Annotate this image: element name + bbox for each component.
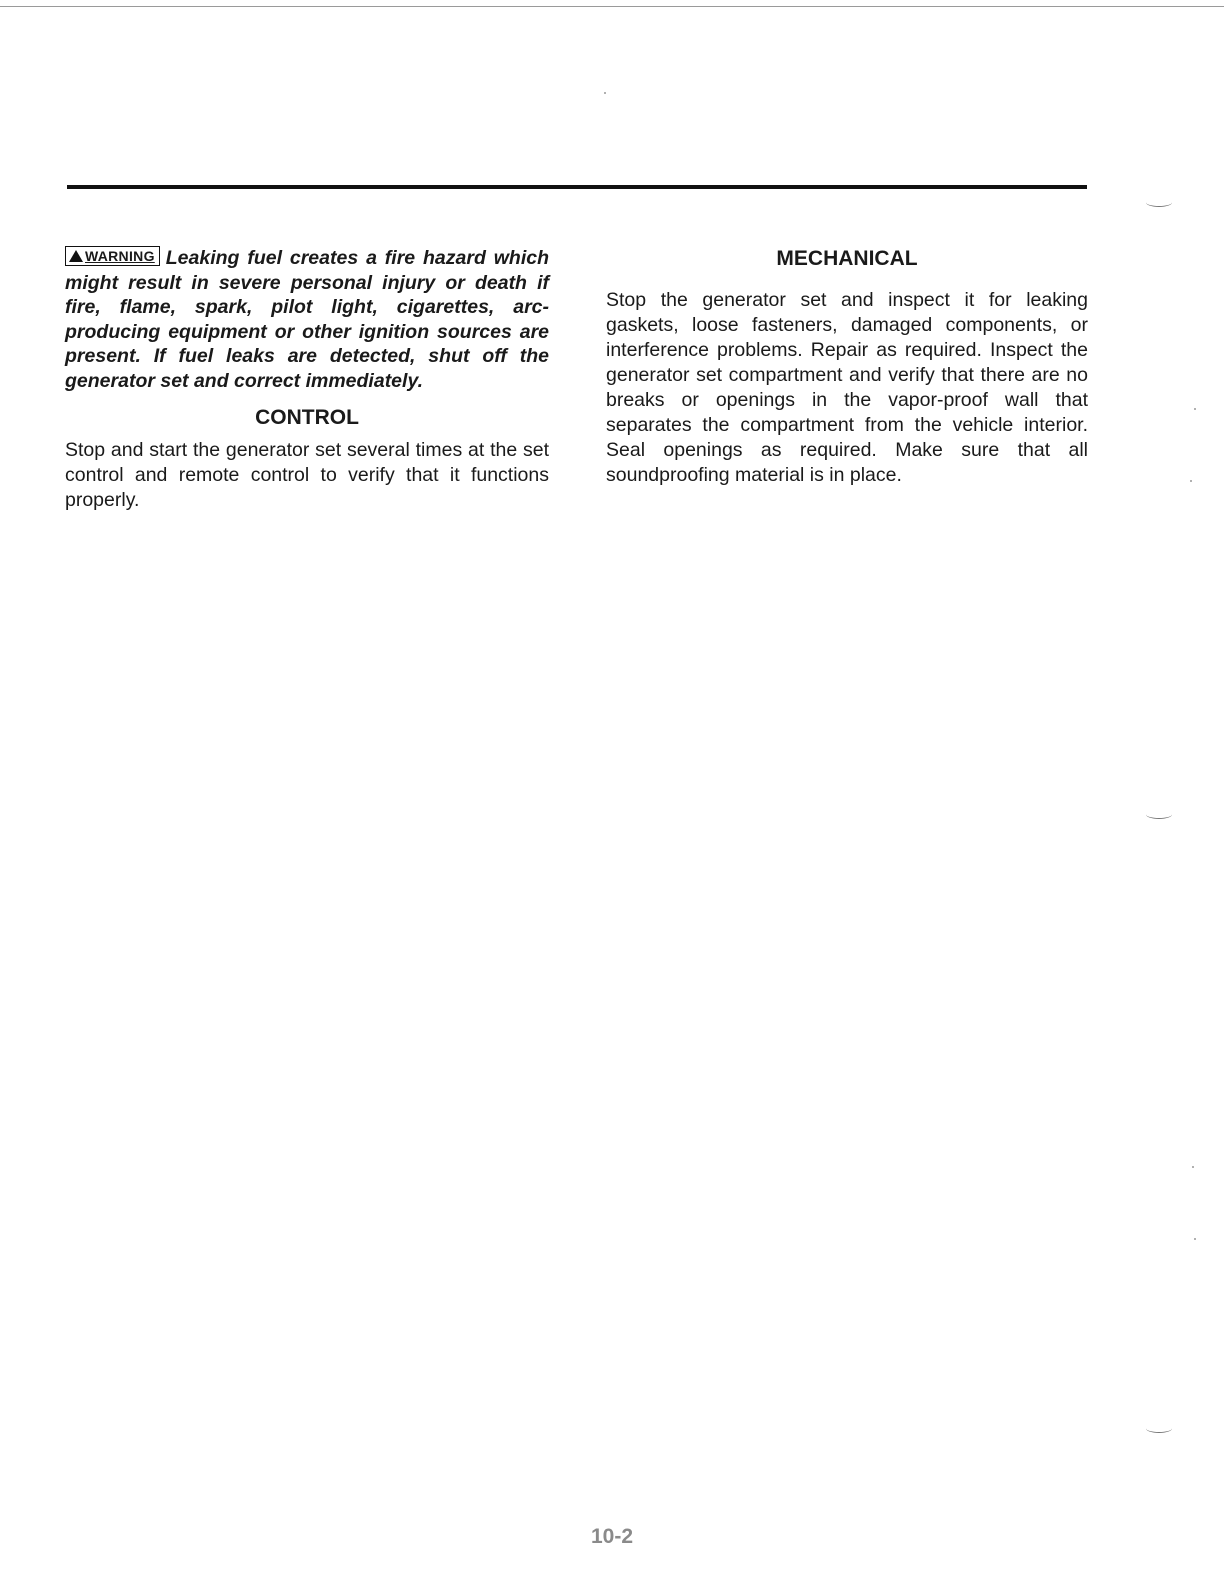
control-heading: CONTROL xyxy=(255,406,359,429)
warning-badge xyxy=(65,246,160,266)
warning-paragraph xyxy=(65,246,549,393)
scan-margin-mark xyxy=(1146,1424,1172,1433)
mechanical-heading: MECHANICAL xyxy=(776,247,918,270)
right-column xyxy=(606,246,1088,488)
scan-speck xyxy=(1192,1166,1194,1168)
scan-speck xyxy=(1194,408,1196,410)
scan-margin-mark xyxy=(1146,198,1172,207)
warning-badge-label: WARNING xyxy=(85,248,155,264)
scan-speck xyxy=(1194,1238,1196,1240)
mechanical-body: Stop the generator set and inspect it for leaking gaskets, loose fasteners, damaged components, or interference problems. Repair as required. Inspect the generator set compartment and verify that there are no breaks or openings in the vapor-proof wall that separates the compartment from the vehicle interior. Seal openings as required. Make sure that all soundproofing material is in place. xyxy=(606,289,1088,486)
scan-speck xyxy=(1190,480,1192,482)
warning-text: Leaking fuel creates a fire hazard which might result in severe personal injury or death if fire, flame, spark, pilot light, cigarettes, arc-producing equipment or other ignition sources are present. If fuel leaks are detected, shut off the generator set and correct immediately. xyxy=(65,247,549,392)
warning-triangle-icon xyxy=(69,250,83,262)
control-body: Stop and start the generator set several times at the set control and remote control to verify that it functions properly. xyxy=(65,439,549,511)
page-number: 10-2 xyxy=(590,1525,634,1548)
header-rule xyxy=(67,185,1087,189)
scan-top-edge xyxy=(0,6,1224,7)
left-column xyxy=(65,246,549,513)
scan-margin-mark xyxy=(1146,810,1172,819)
scan-speck xyxy=(604,92,606,94)
